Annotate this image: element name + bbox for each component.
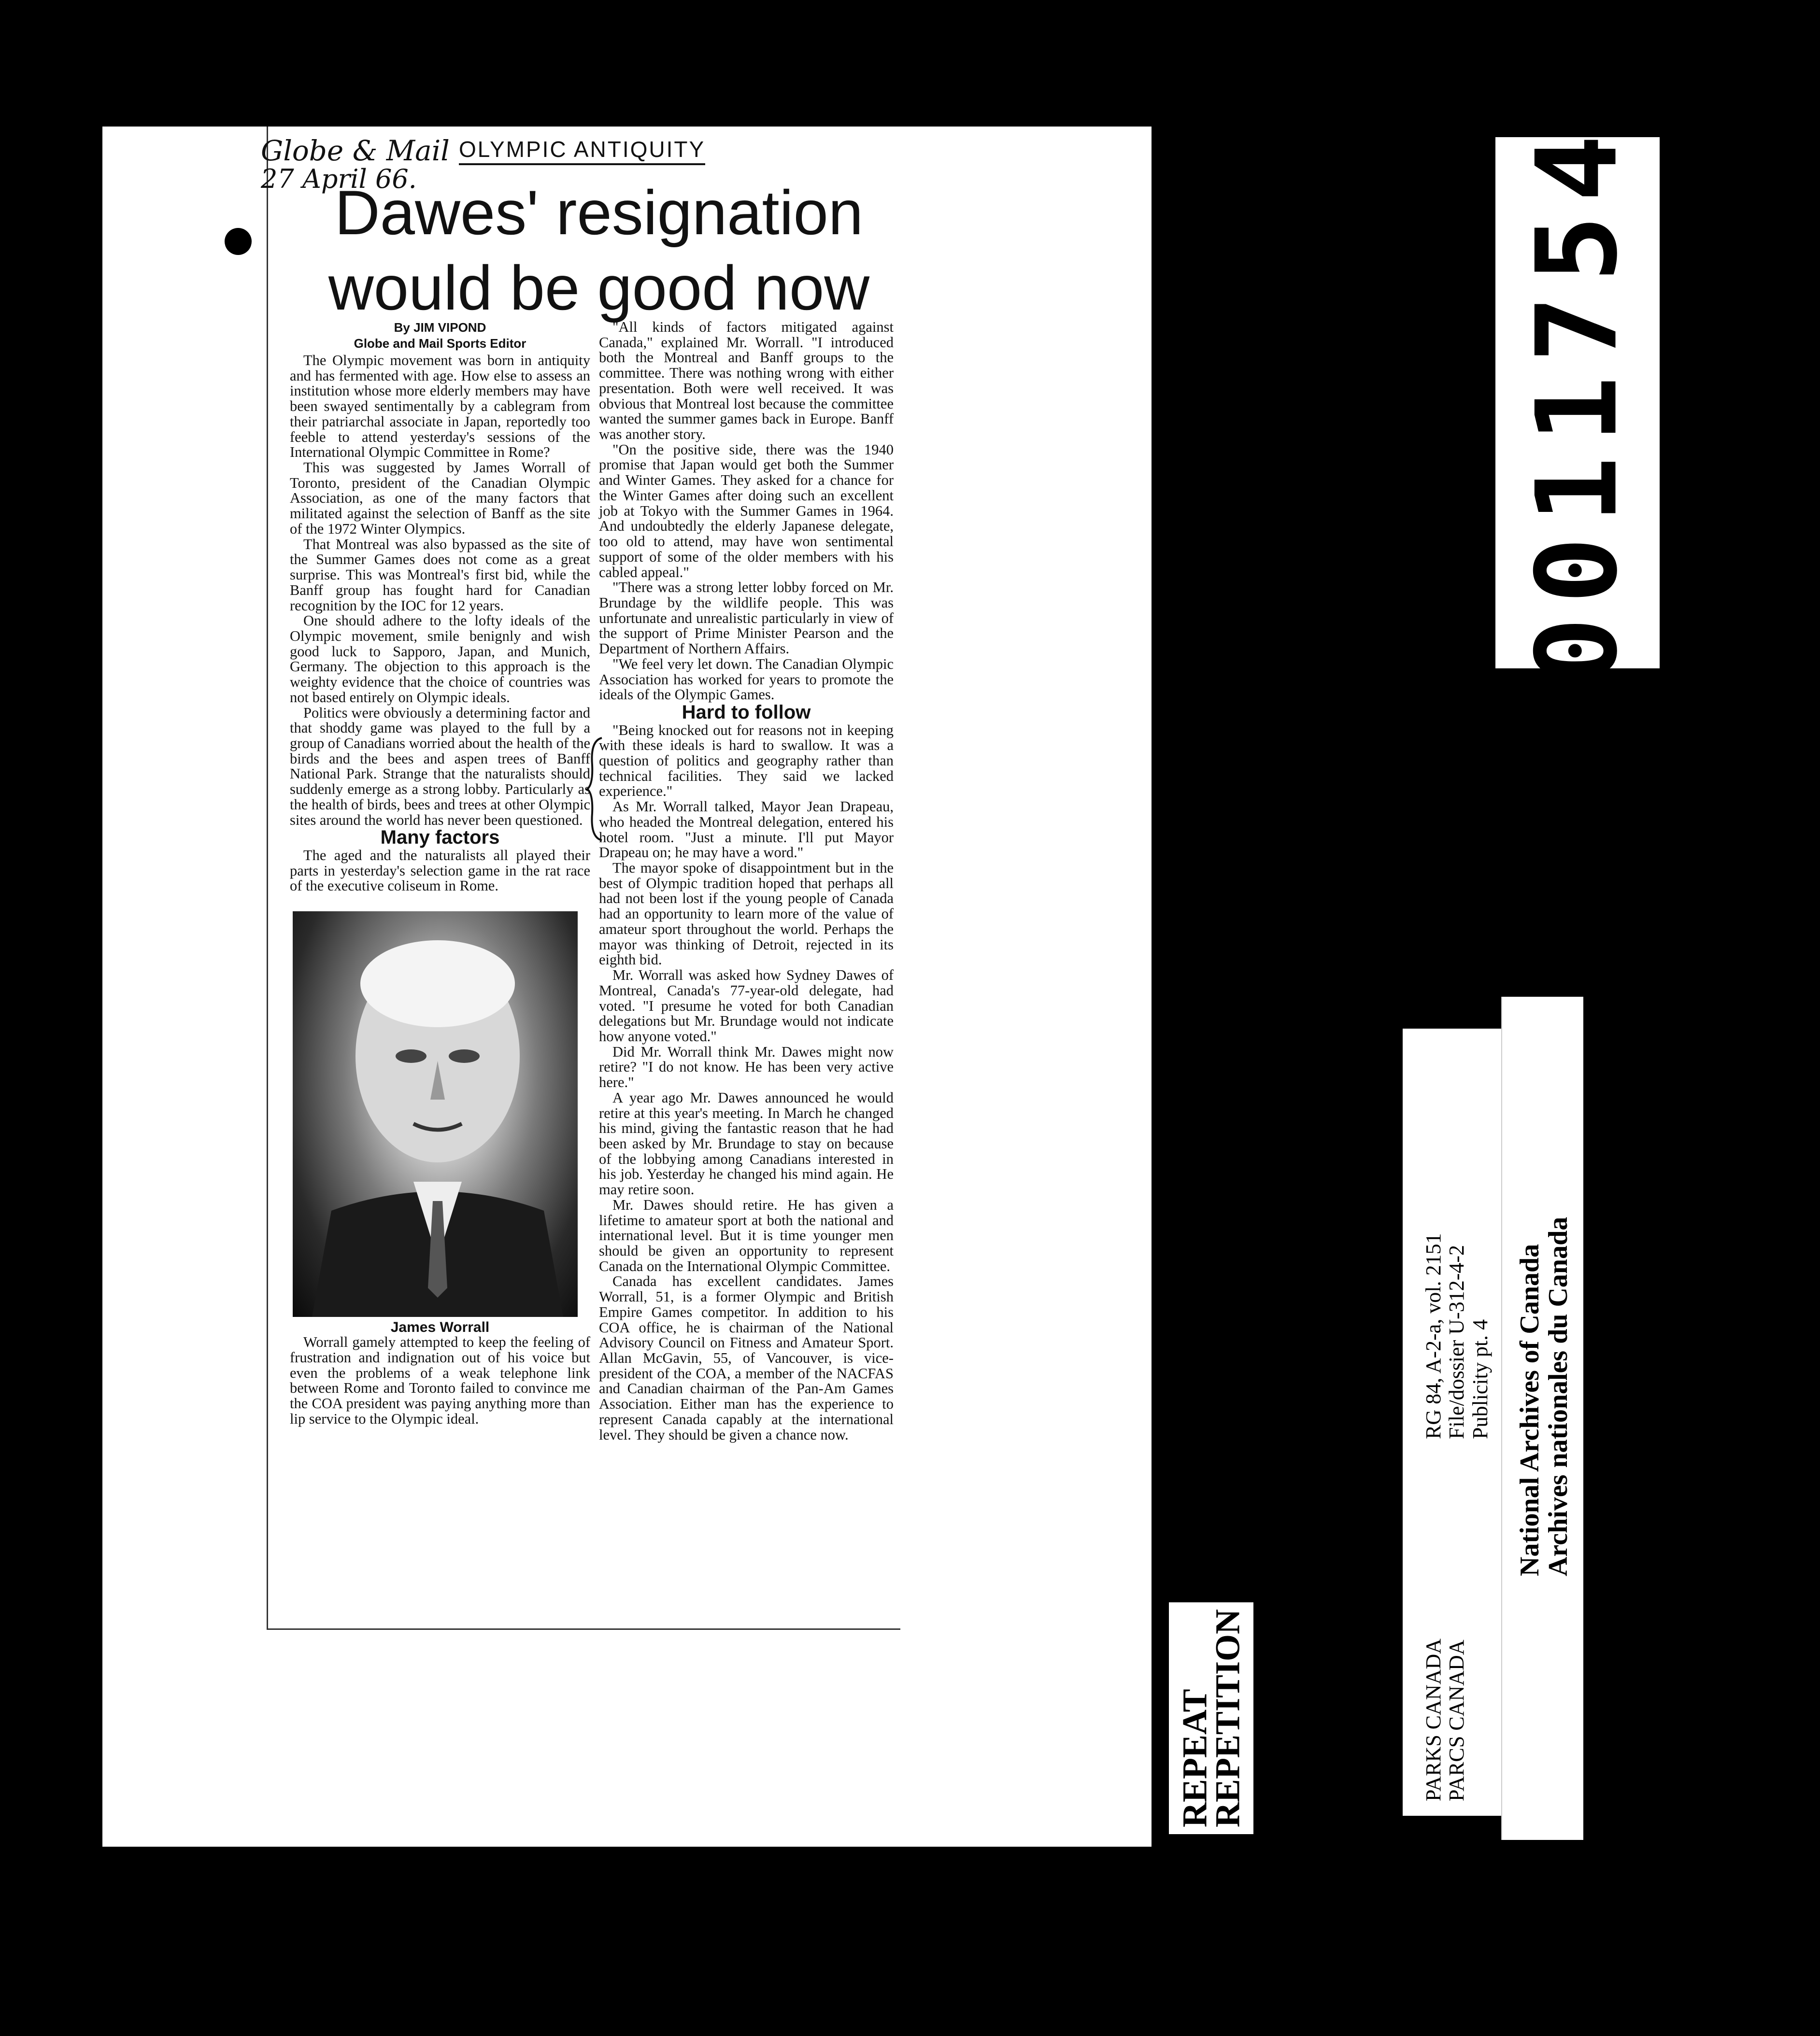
byline bbox=[290, 320, 590, 351]
article-paragraph: Worrall gamely attempted to keep the feeling of frustration and indignation out of his voice but even the problems of a weak telephone link between Rome and Toronto failed to convince me the COA president was paying anything more than lip service to the Olympic ideal. bbox=[290, 1334, 590, 1427]
article-headline bbox=[309, 175, 889, 325]
col1-body-3 bbox=[290, 1335, 590, 1427]
article-paragraph: Mr. Worrall was asked how Sydney Dawes of Montreal, Canada's 77-year-old delegate, had voted. "I presume he voted for both Canadian delegations but Mr. Brundage would not indicate how anyone voted." bbox=[599, 967, 894, 1045]
handwritten-date: 27 April 66. bbox=[261, 163, 417, 194]
col2-body-2 bbox=[599, 723, 894, 1443]
article-paragraph: As Mr. Worrall talked, Mayor Jean Drapeau, who headed the Montreal delegation, entered his hotel room. "Just a minute. I'll put Mayor Drapeau on; he may have a word." bbox=[599, 798, 894, 861]
subhead-many-factors: Many factors bbox=[380, 827, 500, 848]
reference-line-3: Publicity pt. 4 bbox=[1468, 1319, 1492, 1439]
headline-line-2: would be good now bbox=[328, 253, 870, 323]
stamp-line-2: REPETITION bbox=[1208, 1609, 1247, 1828]
col2-body bbox=[599, 320, 894, 703]
archives-fr: Archives nationales du Canada bbox=[1543, 1216, 1573, 1576]
subhead-hard-to-follow: Hard to follow bbox=[682, 701, 811, 723]
article-paragraph: "There was a strong letter lobby forced on Mr. Brundage by the wildlife people. This was unfortunate and unrealistic particularly in view of the support of Prime Minister Pearson and the Department of Northern Affairs. bbox=[599, 579, 894, 657]
article-paragraph: The Olympic movement was born in antiquity and has fermented with age. How else to assess an institution whose more elderly members may have been swayed sentimentally by a cablegram from their patriarchal associate in Japan, reportedly too feeble to attend yesterday's sessions of the International Olympic Committee in Rome? bbox=[290, 352, 590, 461]
article-paragraph: "Being knocked out for reasons not in keeping with these ideals is hard to swallow. It was a question of politics and geography rather than technical facilities. They said we lacked experience." bbox=[599, 721, 894, 800]
stamp-text bbox=[1175, 1609, 1247, 1828]
byline-title: Globe and Mail Sports Editor bbox=[354, 336, 526, 351]
reference-line-2: File/dossier U-312-4-2 bbox=[1445, 1244, 1469, 1439]
article-column-2 bbox=[599, 320, 894, 1442]
article-paragraph: That Montreal was also bypassed as the site of the Summer Games does not come as a great surprise. This was Montreal's first bid, while the Banff group has fought hard for Canadian recognition by the IOC for 12 years. bbox=[290, 536, 590, 614]
article-paragraph: "On the positive side, there was the 1940 promise that Japan would get both the Summer and Winter Games. They asked for a chance for the Winter Games after doing such an excellent job at Tokyo with the Summer Games in 1964. And undoubtedly the elderly Japanese delegate, too old to attend, may have won sentimental support of some of the older members with his cabled appeal." bbox=[599, 441, 894, 580]
article-kicker: OLYMPIC ANTIQUITY bbox=[459, 136, 705, 165]
punch-hole bbox=[225, 228, 252, 255]
article-paragraph: Mr. Dawes should retire. He has given a lifetime to amateur sport at both the national and international level. But it is time younger men should be given an opportunity to represent Canada on the International Olympic Committee. bbox=[599, 1196, 894, 1274]
repeat-stamp bbox=[1169, 1602, 1253, 1834]
archives-label bbox=[1501, 997, 1583, 1840]
portrait-figure bbox=[293, 911, 578, 1317]
byline-author: By JIM VIPOND bbox=[394, 320, 486, 335]
headline-line-1: Dawes' resignation bbox=[334, 177, 864, 248]
reference-line-1: RG 84, A-2-a, vol. 2151 bbox=[1422, 1233, 1445, 1439]
stamp-line-1: REPEAT bbox=[1175, 1689, 1214, 1828]
archives-name bbox=[1516, 1217, 1573, 1576]
article-column-1 bbox=[290, 320, 590, 1427]
article-paragraph: Politics were obviously a determining factor and that shoddy game was played to the full by a group of Canadians worried about the health of the birds and the bees and aspen trees of Banff National Park. Strange that the naturalists should suddenly emerge as a strong lobby. Particularly as the health of birds, bees and trees at other Olympic sites around the world has never been questioned. bbox=[290, 704, 590, 828]
archives-en: National Archives of Canada bbox=[1515, 1244, 1545, 1576]
article-paragraph: One should adhere to the lofty ideals of the Olympic movement, smile benignly and wish good luck to Sapporo, Japan, and Munich, Germany. The objection to this approach is the weighty evidence that the choice of countries was not based entirely on Olympic ideals. bbox=[290, 612, 590, 706]
article-paragraph: The aged and the naturalists all played their parts in yesterday's selection game in the rat race of the executive coliseum in Rome. bbox=[290, 847, 590, 894]
col1-body-2 bbox=[290, 848, 590, 894]
article-paragraph: Did Mr. Worrall think Mr. Dawes might now retire? "I do not know. He has been very active here." bbox=[599, 1043, 894, 1091]
agency-en: PARKS CANADA bbox=[1422, 1638, 1445, 1801]
portrait-photo bbox=[293, 911, 578, 1317]
article-paragraph: Canada has excellent candidates. James Worrall, 51, is a former Olympic and British Empire Games competitor. In addition to his COA office, he is chairman of the National Advisory Council on Fitness and Amateur Sport. Allan McGavin, 55, of Vancouver, is vice-president of the COA, a member of the NACFAS and Canadian chairman of the Pan-Am Games Association. Either man has the experience to represent Canada capably at the international level. They should be given a chance now. bbox=[599, 1273, 894, 1443]
clipping-bottom-edge bbox=[267, 1628, 900, 1630]
agency-fr: PARCS CANADA bbox=[1445, 1640, 1469, 1801]
article-paragraph: This was suggested by James Worrall of Toronto, president of the Canadian Olympic Association, as one of the many factors that militated against the selection of Banff as the site of the 1972 Winter Olympics. bbox=[290, 459, 590, 537]
file-number: 0011754 bbox=[1513, 121, 1642, 684]
col1-body bbox=[290, 353, 590, 828]
article-paragraph: "All kinds of factors mitigated against Canada," explained Mr. Worrall. "I introduced both the Montreal and Banff groups to the committee. There was nothing wrong with either presentation. Both were well received. It was obvious that Montreal lost because the committee wanted the summer games back in Europe. Banff was another story. bbox=[599, 319, 894, 443]
archive-reference bbox=[1422, 1233, 1492, 1439]
handwritten-source: Globe & Mail bbox=[261, 134, 450, 167]
archive-reference-label bbox=[1403, 1029, 1504, 1816]
article-paragraph: The mayor spoke of disappointment but in the best of Olympic tradition hoped that perhaps all had not been lost if the young people of Canada had an opportunity to learn more of the value of amateur sport throughout the world. Perhaps the mayor was thinking of Detroit, rejected in its eighth bid. bbox=[599, 860, 894, 968]
article-paragraph: "We feel very let down. The Canadian Olympic Association has worked for years to promote the ideals of the Olympic Games. bbox=[599, 655, 894, 703]
newspaper-clipping bbox=[261, 127, 898, 1633]
photo-caption: James Worrall bbox=[390, 1319, 490, 1336]
handwritten-brace-mark bbox=[585, 736, 605, 842]
article-paragraph: A year ago Mr. Dawes announced he would retire at this year's meeting. In March he changed his mind, giving the fantastic reason that he had been asked by Mr. Brundage to stay on because of the lobbying among Canadians interested in his job. Yesterday he changed his mind again. He may retire soon. bbox=[599, 1089, 894, 1198]
file-number-label bbox=[1495, 121, 1660, 684]
agency-name bbox=[1422, 1639, 1469, 1801]
